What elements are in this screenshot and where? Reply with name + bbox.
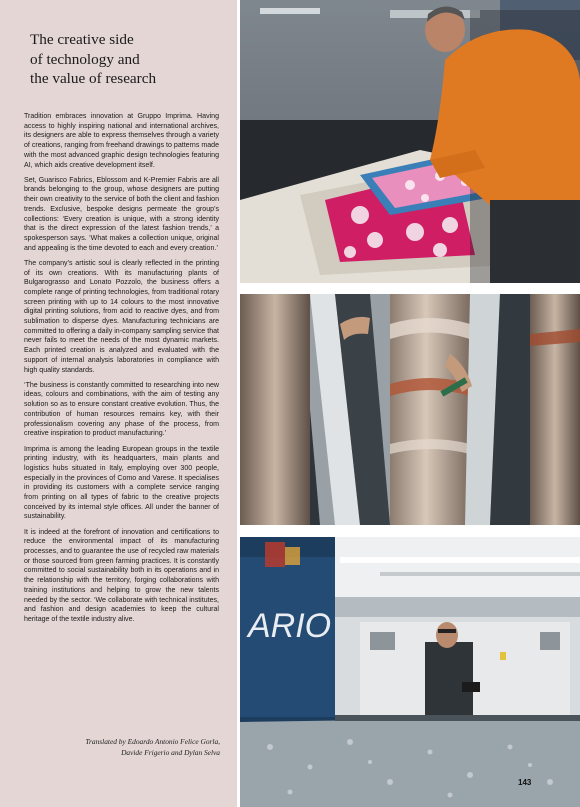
- credit-line: Davide Frigerio and Dylan Selva: [121, 748, 220, 757]
- title-line: of technology and: [30, 50, 140, 68]
- page-number: 143: [518, 778, 532, 787]
- text-column: [0, 0, 237, 807]
- body-paragraph: Tradition embraces innovation at Gruppo Imprima. Having access to highly inspiring national and international archives, its designers are able to express themselves through a variety of creations, ranging from freehand drawings to patterns made with the most advanced graphic design technologies featuring AI, which aids creative development itself.: [24, 113, 219, 169]
- machine-brand-sign: ARIO: [248, 607, 332, 645]
- article-title: [30, 30, 230, 89]
- photo-screen-printing: [240, 0, 580, 283]
- photo-digital-printing: [240, 537, 580, 807]
- body-paragraph: The company’s artistic soul is clearly reflected in the printing of its own creations. With its manufacturing plants of Bulgarograsso and Lonato Pozzolo, the business offers a complete range of printing technologies, from traditional rotary screen printing with up to 14 colours to the most innovative digital printing solutions, from acid to reactive dyes, and from sublimation to disperse dyes. Manufacturing technicians are committed to offering a daily in-company sampling service that never fails to meet the needs of the most dynamic markets. Each printed creation is analyzed and evaluated with the support of internal analysis laboratories in compliance with high quality standards.: [24, 259, 219, 374]
- article-body: [24, 112, 219, 630]
- translation-credit: [24, 736, 220, 758]
- credit-line: Translated by Edoardo Antonio Felice Gorla,: [85, 737, 220, 746]
- body-paragraph: Set, Guarisco Fabrics, Eblossom and K-Premier Fabris are all brands belonging to the group, whose designers are putting their own creativity to the service of both the client and fashion trends. Exclusive, bespoke designs permeate the group’s collections: ‘Every creation is unique, with a strong identity that is the direct expression of the latest fashion trends,’ a spokesperson says. ‘What makes a collection unique, original and appealing is the time devoted to each and every creation.’: [24, 176, 219, 252]
- photo-rotary-rollers: [240, 294, 580, 525]
- body-paragraph: It is indeed at the forefront of innovation and certifications to reduce the environmental impact of its manufacturing processes, and to guarantee the use of recycled raw materials or those sourced from green farming practices. It is constantly committed to social sustainability both in its operations and in the relationship with the territory, forging collaborations with training institutions and helping to grow the new talents needed by the sector. ‘We collaborate with technical institutes, and fashion and design academies to keep the cultural heritage of the textile industry alive.: [24, 528, 219, 623]
- title-line: The creative side: [30, 31, 134, 48]
- body-paragraph: Imprima is among the leading European groups in the textile printing industry, with its headquarters, main plants and logistics hubs situated in Italy, employing over 300 people, especially in the provinces of Como and Varese. It specialises in providing its customers with a complete service ranging from printing on all types of fabric to the creative projects conceived by its internal style offices. All under the banner of sustainability.: [24, 445, 219, 521]
- body-paragraph: ‘The business is constantly committed to researching into new ideas, colours and combinations, with the aim of testing any solution so as to ensure constant creative evolution. Thus, the contribution of human resources remains key, with their professionalism covering any phase of the process, from creative inspiration to product manufacturing.’: [24, 381, 219, 438]
- title-line: the value of research: [30, 70, 157, 87]
